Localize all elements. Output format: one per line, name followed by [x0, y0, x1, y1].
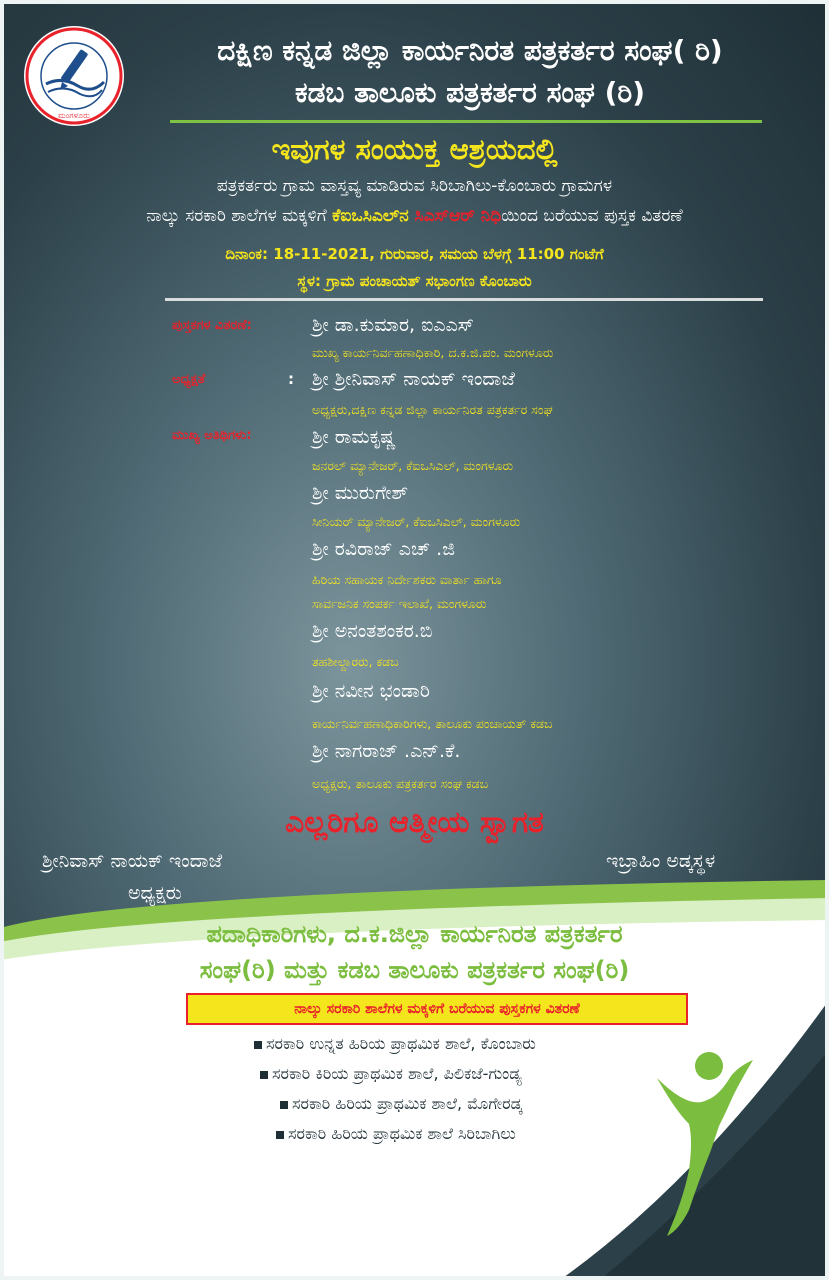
- school-list-item: [254, 1034, 536, 1054]
- description-line-1: ಪತ್ರಕರ್ತರು ಗ್ರಾಮ ವಾಸ್ತವ್ಯ ಮಾಡಿರುವ ಸಿರಿಬಾಗಿಲು-ಕೊಂಬಾರು ಗ್ರಾಮಗಳ: [216, 176, 613, 196]
- person-name: ಶ್ರೀ ಶ್ರೀನಿವಾಸ್ ನಾಯಕ್ ಇಂದಾಜೆ: [312, 368, 515, 390]
- school-name: ಸರಕಾರಿ ಕಿರಿಯ ಪ್ರಾಥಮಿಕ ಶಾಲೆ, ಪಿಲಿಕಜೆ-ಗುಂಡ್ಯ: [272, 1064, 522, 1083]
- school-name: ಸರಕಾರಿ ಉನ್ನತ ಹಿರಿಯ ಪ್ರಾಥಮಿಕ ಶಾಲೆ, ಕೊಂಬಾರು: [266, 1034, 536, 1053]
- bullet-square-icon: [254, 1041, 262, 1049]
- signatory-left-role: ಅಧ್ಯಕ್ಷರು: [128, 882, 182, 904]
- signatory-left-name: ಶ್ರೀನಿವಾಸ್ ನಾಯಕ್ ಇಂದಾಜೆ: [42, 850, 223, 872]
- person-designation: ಜನರಲ್ ಮ್ಯಾನೇಜರ್, ಕೆಐಒಸಿಎಲ್, ಮಂಗಳೂರು: [312, 458, 514, 473]
- person-designation: ಹಿರಿಯ ಸಹಾಯಕ ನಿರ್ದೇಶಕರು ವಾರ್ತಾ ಹಾಗೂ: [312, 572, 502, 587]
- school-name: ಸರಕಾರಿ ಹಿರಿಯ ಪ್ರಾಥಮಿಕ ಶಾಲೆ, ಮೊಗೇರಡ್ಕ: [292, 1094, 523, 1113]
- office-bearers-line-1: ಪದಾಧಿಕಾರಿಗಳು, ದ.ಕ.ಜಿಲ್ಲಾ ಕಾರ್ಯನಿರತ ಪತ್ರಕರ್ತರ: [206, 920, 623, 948]
- bullet-square-icon: [276, 1131, 284, 1139]
- logo-place: ಮಂಗಳೂರು: [58, 111, 90, 120]
- organisation-title: ದಕ್ಷಿಣ ಕನ್ನಡ ಜಿಲ್ಲಾ ಕಾರ್ಯನಿರತ ಪತ್ರಕರ್ತರ ಸಂಘ( ರಿ): [217, 34, 723, 67]
- description-text-a: ನಾಲ್ಕು ಸರಕಾರಿ ಶಾಲೆಗಳ ಮಕ್ಕಳಿಗೆ: [146, 206, 333, 226]
- school-list-item: [280, 1094, 522, 1114]
- person-designation-cont: ಸಾರ್ವಜನಿಕ ಸಂಪರ್ಕ ಇಲಾಖೆ, ಮಂಗಳೂರು: [312, 596, 487, 611]
- presidency-colon: :: [288, 370, 294, 388]
- person-name: ಶ್ರೀ ಮುರುಗೇಶ್: [312, 482, 409, 504]
- person-name: ಶ್ರೀ ನವೀನ ಭಂಡಾರಿ: [312, 680, 430, 702]
- school-list-item: [276, 1124, 516, 1144]
- schools-banner: ನಾಲ್ಕು ಸರಕಾರಿ ಶಾಲೆಗಳ ಮಕ್ಕಳಿಗೆ ಬರೆಯುವ ಪುಸ್ತಕಗಳ ವಿತರಣೆ: [186, 993, 688, 1025]
- runner-figure-icon: [649, 1040, 769, 1240]
- person-designation: ಮುಖ್ಯ ಕಾರ್ಯನಿರ್ವಹಣಾಧಿಕಾರಿ, ದ.ಕ.ಜಿ.ಪಂ. ಮಂಗಳೂರು: [312, 345, 554, 360]
- person-name: ಶ್ರೀ ಡಾ.ಕುಮಾರ, ಐಎಎಸ್: [312, 314, 475, 336]
- book-distribution-label: ಪುಸ್ತಕಗಳ ವಿತರಣೆ:: [172, 318, 252, 333]
- event-venue: ಸ್ಥಳ: ಗ್ರಾಮ ಪಂಚಾಯತ್ ಸಭಾಂಗಣ ಕೊಂಬಾರು: [297, 272, 532, 290]
- organisation-subtitle: ಕಡಬ ತಾಲೂಕು ಪತ್ರಕರ್ತರ ಸಂಘ (ರಿ): [294, 76, 646, 109]
- welcome-message: ಎಲ್ಲರಿಗೂ ಆತ್ಮೀಯ ಸ್ವಾಗತ: [285, 805, 544, 840]
- person-designation: ಅಧ್ಯಕ್ಷರು,ದಕ್ಷಿಣ ಕನ್ನಡ ಜಿಲ್ಲಾ ಕಾರ್ಯನಿರತ ಪತ್ರಕರ್ತರ ಸಂಘ: [312, 402, 553, 417]
- person-name: ಶ್ರೀ ರವಿರಾಜ್ ಎಚ್ .ಜಿ: [312, 538, 455, 560]
- bullet-square-icon: [280, 1101, 288, 1109]
- description-kiocl: ಕೆಐಒಸಿಎಲ್‌ನ: [332, 206, 415, 226]
- person-name: ಶ್ರೀ ರಾಮಕೃಷ್ಣ: [312, 426, 396, 448]
- presidency-label: ಅಧ್ಯಕ್ಷತೆ: [172, 372, 206, 387]
- signatory-right-name: ಇಬ್ರಾಹಿಂ ಅಡ್ಕಸ್ಥಳ: [606, 850, 716, 872]
- description-csr-fund: ಸಿಎಸ್‌ಆರ್ ನಿಧಿ: [414, 206, 502, 226]
- event-date-time: ದಿನಾಂಕ: 18-11-2021, ಗುರುವಾರ, ಸಮಯ ಬೆಳಗ್ಗೆ 11:00 ಗಂಟೆಗೆ: [225, 245, 604, 263]
- person-name: ಶ್ರೀ ಅನಂತಶಂಕರ.ಬಿ: [312, 620, 433, 642]
- school-name: ಸರಕಾರಿ ಹಿರಿಯ ಪ್ರಾಥಮಿಕ ಶಾಲೆ ಸಿರಿಬಾಗಿಲು: [288, 1124, 516, 1143]
- header-divider: [170, 120, 762, 123]
- description-text-d: ಯಿಂದ ಬರೆಯುವ ಪುಸ್ತಕ ವಿತರಣೆ: [501, 206, 683, 226]
- office-bearers-line-2: ಸಂಘ(ರಿ) ಮತ್ತು ಕಡಬ ತಾಲೂಕು ಪತ್ರಕರ್ತರ ಸಂಘ(ರಿ): [199, 956, 630, 984]
- person-name: ಶ್ರೀ ನಾಗರಾಜ್ .ಎನ್.ಕೆ.: [312, 740, 461, 762]
- person-designation: ಕಾರ್ಯನಿರ್ವಹಣಾಧಿಕಾರಿಗಳು, ತಾಲೂಕು ಪಂಚಾಯತ್ ಕಡಬ: [312, 716, 553, 731]
- joint-auspices-heading: ಇವುಗಳ ಸಂಯುಕ್ತ ಆಶ್ರಯದಲ್ಲಿ: [271, 132, 558, 166]
- description-line-2: [0, 206, 829, 226]
- person-designation: ಅಧ್ಯಕ್ಷರು, ತಾಲೂಕು ಪತ್ರಕರ್ತರ ಸಂಘ ಕಡಬ: [312, 776, 489, 791]
- bullet-square-icon: [260, 1071, 268, 1079]
- chief-guests-label: ಮುಖ್ಯ ಅತಿಥಿಗಳು:: [172, 428, 252, 443]
- person-designation: ಸೀನಿಯರ್ ಮ್ಯಾನೇಜರ್, ಕೆಐಒಸಿಎಲ್, ಮಂಗಳೂರು: [312, 514, 521, 529]
- association-logo: [22, 24, 126, 128]
- section-divider: [165, 298, 763, 301]
- school-list-item: [260, 1064, 522, 1084]
- person-designation: ತಹಶೀಲ್ದಾರರು, ಕಡಬ: [312, 654, 399, 669]
